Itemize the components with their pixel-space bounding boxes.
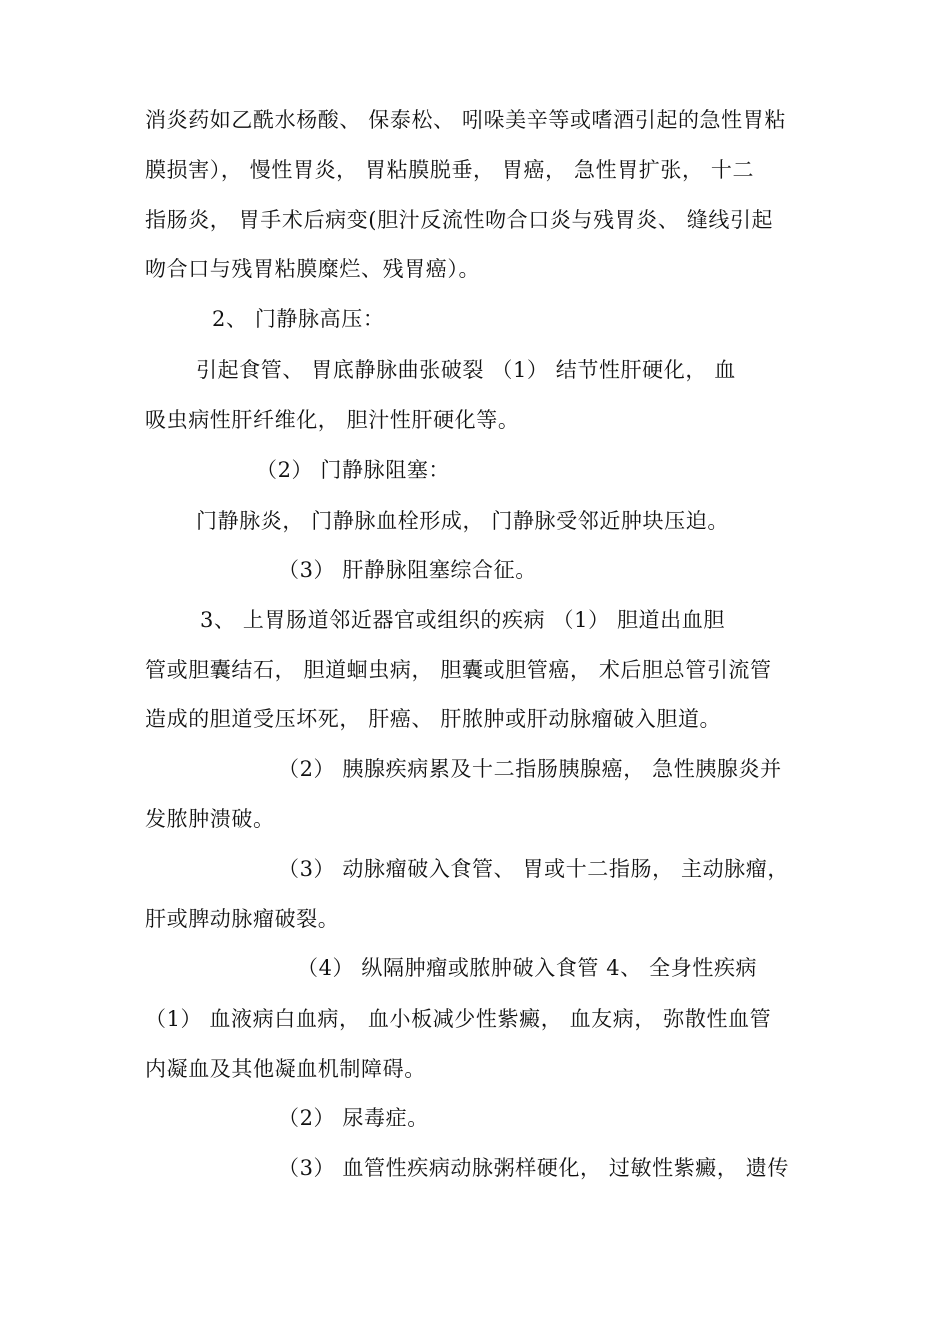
text-line-20: 内凝血及其他凝血机制障碍。 [145,1057,426,1081]
text-line-2: 膜损害）， 慢性胃炎， 胃粘膜脱垂， 胃癌， 急性胃扩张， 十二 [145,158,755,182]
text-line-22: （3） 血管性疾病动脉粥样硬化， 过敏性紫癜， 遗传 [278,1156,789,1180]
text-line-17: 肝或脾动脉瘤破裂。 [145,907,340,931]
text-line-8: （2） 门静脉阻塞： [256,458,451,482]
text-line-9: 门静脉炎， 门静脉血栓形成， 门静脉受邻近肿块压迫。 [196,509,729,533]
text-line-11: 3、 上胃肠道邻近器官或组织的疾病 （1） 胆道出血胆 [200,608,725,632]
text-line-10: （3） 肝静脉阻塞综合征。 [278,558,537,582]
text-line-6: 引起食管、 胃底静脉曲张破裂 （1） 结节性肝硬化， 血 [196,358,736,382]
text-line-16: （3） 动脉瘤破入食管、 胃或十二指肠， 主动脉瘤， [278,857,789,881]
text-line-5: 2、 门静脉高压： [212,307,385,331]
text-line-13: 造成的胆道受压坏死， 肝癌、 肝脓肿或肝动脉瘤破入胆道。 [145,707,722,731]
text-line-12: 管或胆囊结石， 胆道蛔虫病， 胆囊或胆管癌， 术后胆总管引流管 [145,658,772,682]
text-line-14: （2） 胰腺疾病累及十二指肠胰腺癌， 急性胰腺炎并 [278,757,782,781]
text-line-18: （4） 纵隔肿瘤或脓肿破入食管 4、 全身性疾病 [297,956,758,980]
text-line-7: 吸虫病性肝纤维化， 胆汁性肝硬化等。 [145,408,520,432]
text-line-21: （2） 尿毒症。 [278,1106,429,1130]
text-line-15: 发脓肿溃破。 [145,807,275,831]
text-line-1: 消炎药如乙酰水杨酸、 保泰松、 吲哚美辛等或嗜酒引起的急性胃粘 [145,108,786,132]
text-line-3: 指肠炎， 胃手术后病变(胆汁反流性吻合口炎与残胃炎、 缝线引起 [145,208,774,232]
text-line-4: 吻合口与残胃粘膜糜烂、残胃癌）。 [145,257,481,281]
text-line-19: （1） 血液病白血病， 血小板减少性紫癜， 血友病， 弥散性血管 [145,1007,772,1031]
